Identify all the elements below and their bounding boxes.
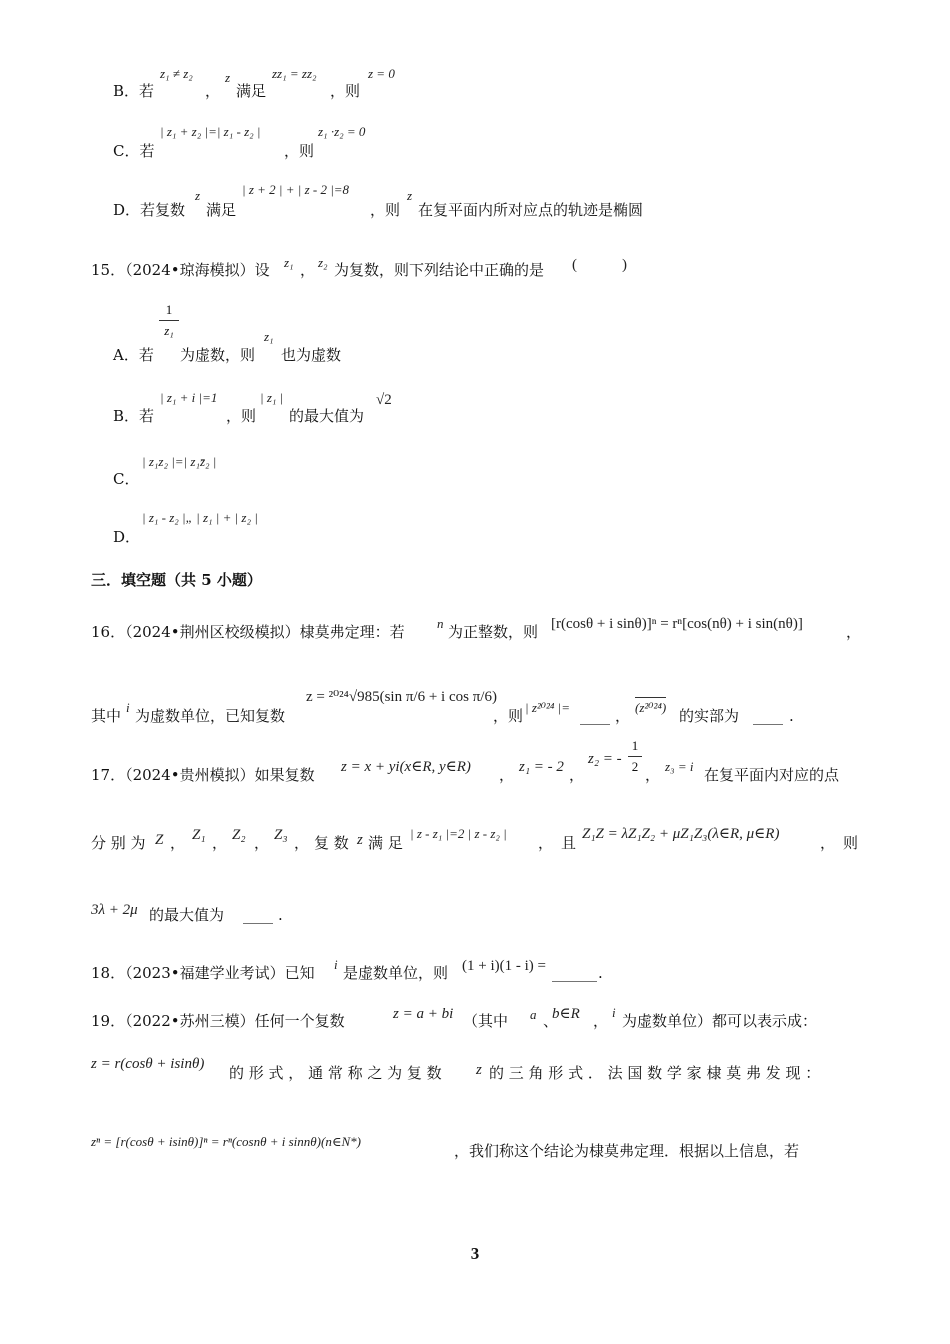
q14-d-text-1: 满足 <box>206 201 237 219</box>
q19-text-4: 为虚数单位）都可以表示成： <box>622 1012 818 1030</box>
q17-z: z <box>357 832 363 848</box>
q15-option-d-label: D． <box>113 528 141 546</box>
q17-Z3: Z₃ <box>274 827 288 843</box>
q15-math-z1: z₁ <box>284 255 294 270</box>
q17-line2-math-1: | z - z₁ |=2 | z - z₂ | <box>410 826 507 841</box>
q14-b-math-3: zz₁ = zz₂ <box>272 66 317 81</box>
q17-line2-text-5: 则 <box>843 834 859 852</box>
q14-option-d-label: D．若复数 <box>113 201 186 219</box>
q17-math-3a: z₂ = - <box>588 751 622 767</box>
q17-Z2: Z₂ <box>232 827 246 843</box>
q17-math-4: z₃ = i <box>665 759 694 774</box>
q14-b-text-1: ， <box>205 82 221 100</box>
q14-b-math-4: z = 0 <box>368 66 395 81</box>
q17-line3-text: 的最大值为 <box>149 906 225 924</box>
q17-math-2: z₁ = - 2 <box>519 759 564 775</box>
q17-line2-text-2: 复 数 <box>314 834 349 852</box>
q19-line3-text: ，我们称这个结论为棣莫弗定理．根据以上信息，若 <box>454 1142 800 1160</box>
q17-text-2: ， <box>569 766 585 784</box>
q17-Z: Z <box>155 832 164 848</box>
q15-a-numerator: 1 <box>165 302 173 317</box>
q19-math-i: i <box>612 1005 616 1020</box>
q19-line3-math: zⁿ = [r(cosθ + isinθ)]ⁿ = rⁿ(cosnθ + i sinnθ)(n∈N*) <box>91 1134 361 1149</box>
q17-line2-text-1: 分 别 为 <box>91 834 146 852</box>
q17-numerator: 1 <box>631 738 639 753</box>
q15-stem: 15．（2024•琼海模拟）设 <box>91 261 270 279</box>
q17-comma: ， <box>294 834 310 852</box>
q18-blank[interactable]: ______ <box>552 964 597 982</box>
q17-end: . <box>278 906 283 924</box>
q15-b-math-2: | z₁ | <box>260 390 284 405</box>
q15-option-c-label: C． <box>113 470 140 488</box>
q19-math-a: a <box>530 1007 537 1022</box>
q19-stem: 19．（2022•苏州三模）任何一个复数 <box>91 1012 345 1030</box>
q19-line2-text-1: 的 形 式 ， 通 常 称 之 为 复 数 <box>229 1064 442 1082</box>
q15-a-math: z₁ <box>264 329 274 344</box>
q17-fraction <box>628 738 642 775</box>
q14-b-math-1: z₁ ≠ z₂ <box>160 66 193 81</box>
q14-d-text-2: ，则 <box>370 201 401 219</box>
q18-math-i: i <box>334 957 338 972</box>
q16-line2-text-3: ，则 <box>493 707 524 725</box>
q14-d-math-3: z <box>407 188 413 203</box>
q14-b-text-2: 满足 <box>236 82 267 100</box>
q14-c-math-2: z₁ ·z₂ = 0 <box>318 124 366 139</box>
q16-blank-2[interactable]: ____ <box>753 707 783 725</box>
q15-a-text-2: 也为虚数 <box>281 346 342 364</box>
q17-line2-text-3: 满 足 <box>368 834 403 852</box>
q19-line2-z: z <box>476 1062 482 1078</box>
q17-line2-text-4: 且 <box>561 834 577 852</box>
q15-c-math: | z₁z₂ |=| z₁z̄₂ | <box>142 454 217 469</box>
q16-math-z: z = ²⁰²⁴√985(sin π/6 + i cos π/6) <box>306 689 497 705</box>
fraction-bar <box>159 320 179 321</box>
q15-d-math: | z₁ - z₂ |„ | z₁ | + | z₂ | <box>142 510 258 525</box>
q14-c-math-1: | z₁ + z₂ |=| z₁ - z₂ | <box>160 124 261 139</box>
q16-blank-1[interactable]: ____ <box>580 707 610 725</box>
q17-blank[interactable]: ____ <box>243 906 273 924</box>
q15-option-a-label: A．若 <box>113 346 154 364</box>
q14-c-text-1: ，则 <box>284 142 315 160</box>
q17-text-1: ， <box>499 766 515 784</box>
q18-end: . <box>598 964 603 982</box>
q15-a-denominator: z₁ <box>164 323 174 338</box>
q14-option-c-label: C．若 <box>113 142 155 160</box>
q17-line3-math: 3λ + 2μ <box>91 902 138 918</box>
q16-text-2: ， <box>846 623 862 641</box>
page-number: 3 <box>470 1244 480 1263</box>
q16-math-n: n <box>437 616 444 631</box>
q17-comma: ， <box>170 834 186 852</box>
q18-stem: 18．（2023•福建学业考试）已知 <box>91 964 315 982</box>
q17-line2-math-2: Z₁Z = λZ₁Z₂ + μZ₁Z₃(λ∈R, μ∈R) <box>582 826 780 842</box>
q16-math-formula: [r(cosθ + i sinθ)]ⁿ = rⁿ[cos(nθ) + i sin(nθ)] <box>551 616 803 632</box>
q17-math-1: z = x + yi(x∈R, y∈R) <box>341 759 471 775</box>
q14-b-text-3: ，则 <box>330 82 361 100</box>
q15-text-2: 为复数，则下列结论中正确的是 <box>334 261 545 279</box>
q17-denominator: 2 <box>631 759 639 774</box>
q15-b-text-2: 的最大值为 <box>289 407 365 425</box>
q16-math-abs: | z²⁰²⁴ |= <box>525 700 571 715</box>
q16-end: . <box>789 707 794 725</box>
q16-text-1: 为正整数，则 <box>448 623 539 641</box>
q15-option-b-label: B．若 <box>113 407 155 425</box>
q17-Z1: Z₁ <box>192 827 206 843</box>
q17-comma: ， <box>538 834 554 852</box>
q14-option-b-label: B．若 <box>113 82 155 100</box>
q14-b-math-2: z <box>225 70 231 85</box>
q17-comma: ， <box>254 834 270 852</box>
q15-b-math-3: √2 <box>376 392 392 408</box>
q17-stem: 17．（2024•贵州模拟）如果复数 <box>91 766 315 784</box>
q17-text-3: ， <box>645 766 661 784</box>
q16-line2-text-5: 的实部为 <box>679 707 740 725</box>
q16-line2-text-4: ， <box>615 707 631 725</box>
q19-text-1: （其中 <box>463 1012 509 1030</box>
q19-math-b: b∈R <box>552 1006 580 1022</box>
q18-math-1: (1 + i)(1 - i) = <box>462 958 546 974</box>
q17-text-4: 在复平面内对应的点 <box>704 766 840 784</box>
q15-b-text-1: ，则 <box>226 407 257 425</box>
q15-a-fraction <box>159 302 179 339</box>
q16-stem: 16．（2024•荆州区校级模拟）棣莫弗定理：若 <box>91 623 405 641</box>
q15-a-text-1: 为虚数，则 <box>180 346 256 364</box>
q14-d-math-2: | z + 2 | + | z - 2 |=8 <box>242 182 350 197</box>
q16-line2-text-2: 为虚数单位，已知复数 <box>135 707 286 725</box>
q15-text-1: ， <box>300 261 316 279</box>
q15-answer-paren: ( ) <box>572 257 627 273</box>
q19-text-2: 、 <box>543 1012 559 1030</box>
q17-comma: ， <box>820 834 836 852</box>
q14-d-math-1: z <box>195 188 201 203</box>
fraction-bar <box>628 756 642 757</box>
q19-line2-math: z = r(cosθ + isinθ) <box>91 1056 205 1072</box>
q15-math-z2: z₂ <box>318 255 328 270</box>
q17-comma: ， <box>212 834 228 852</box>
q18-text-1: 是虚数单位，则 <box>343 964 449 982</box>
q14-d-text-3: 在复平面内所对应点的轨迹是椭圆 <box>418 201 644 219</box>
q16-math-i: i <box>126 700 130 715</box>
q19-line2-text-2: 的 三 角 形 式 ． 法 国 数 学 家 棣 莫 弗 发 现 ： <box>489 1064 821 1082</box>
q19-math-1: z = a + bi <box>393 1006 454 1022</box>
q19-text-3: ， <box>593 1012 609 1030</box>
section-heading: 三．填空题（共 5 小题） <box>91 571 262 589</box>
q16-math-conj: (z²⁰²⁴) <box>635 697 666 716</box>
q16-line2-text-1: 其中 <box>91 707 122 725</box>
q15-b-math-1: | z₁ + i |=1 <box>160 390 218 405</box>
